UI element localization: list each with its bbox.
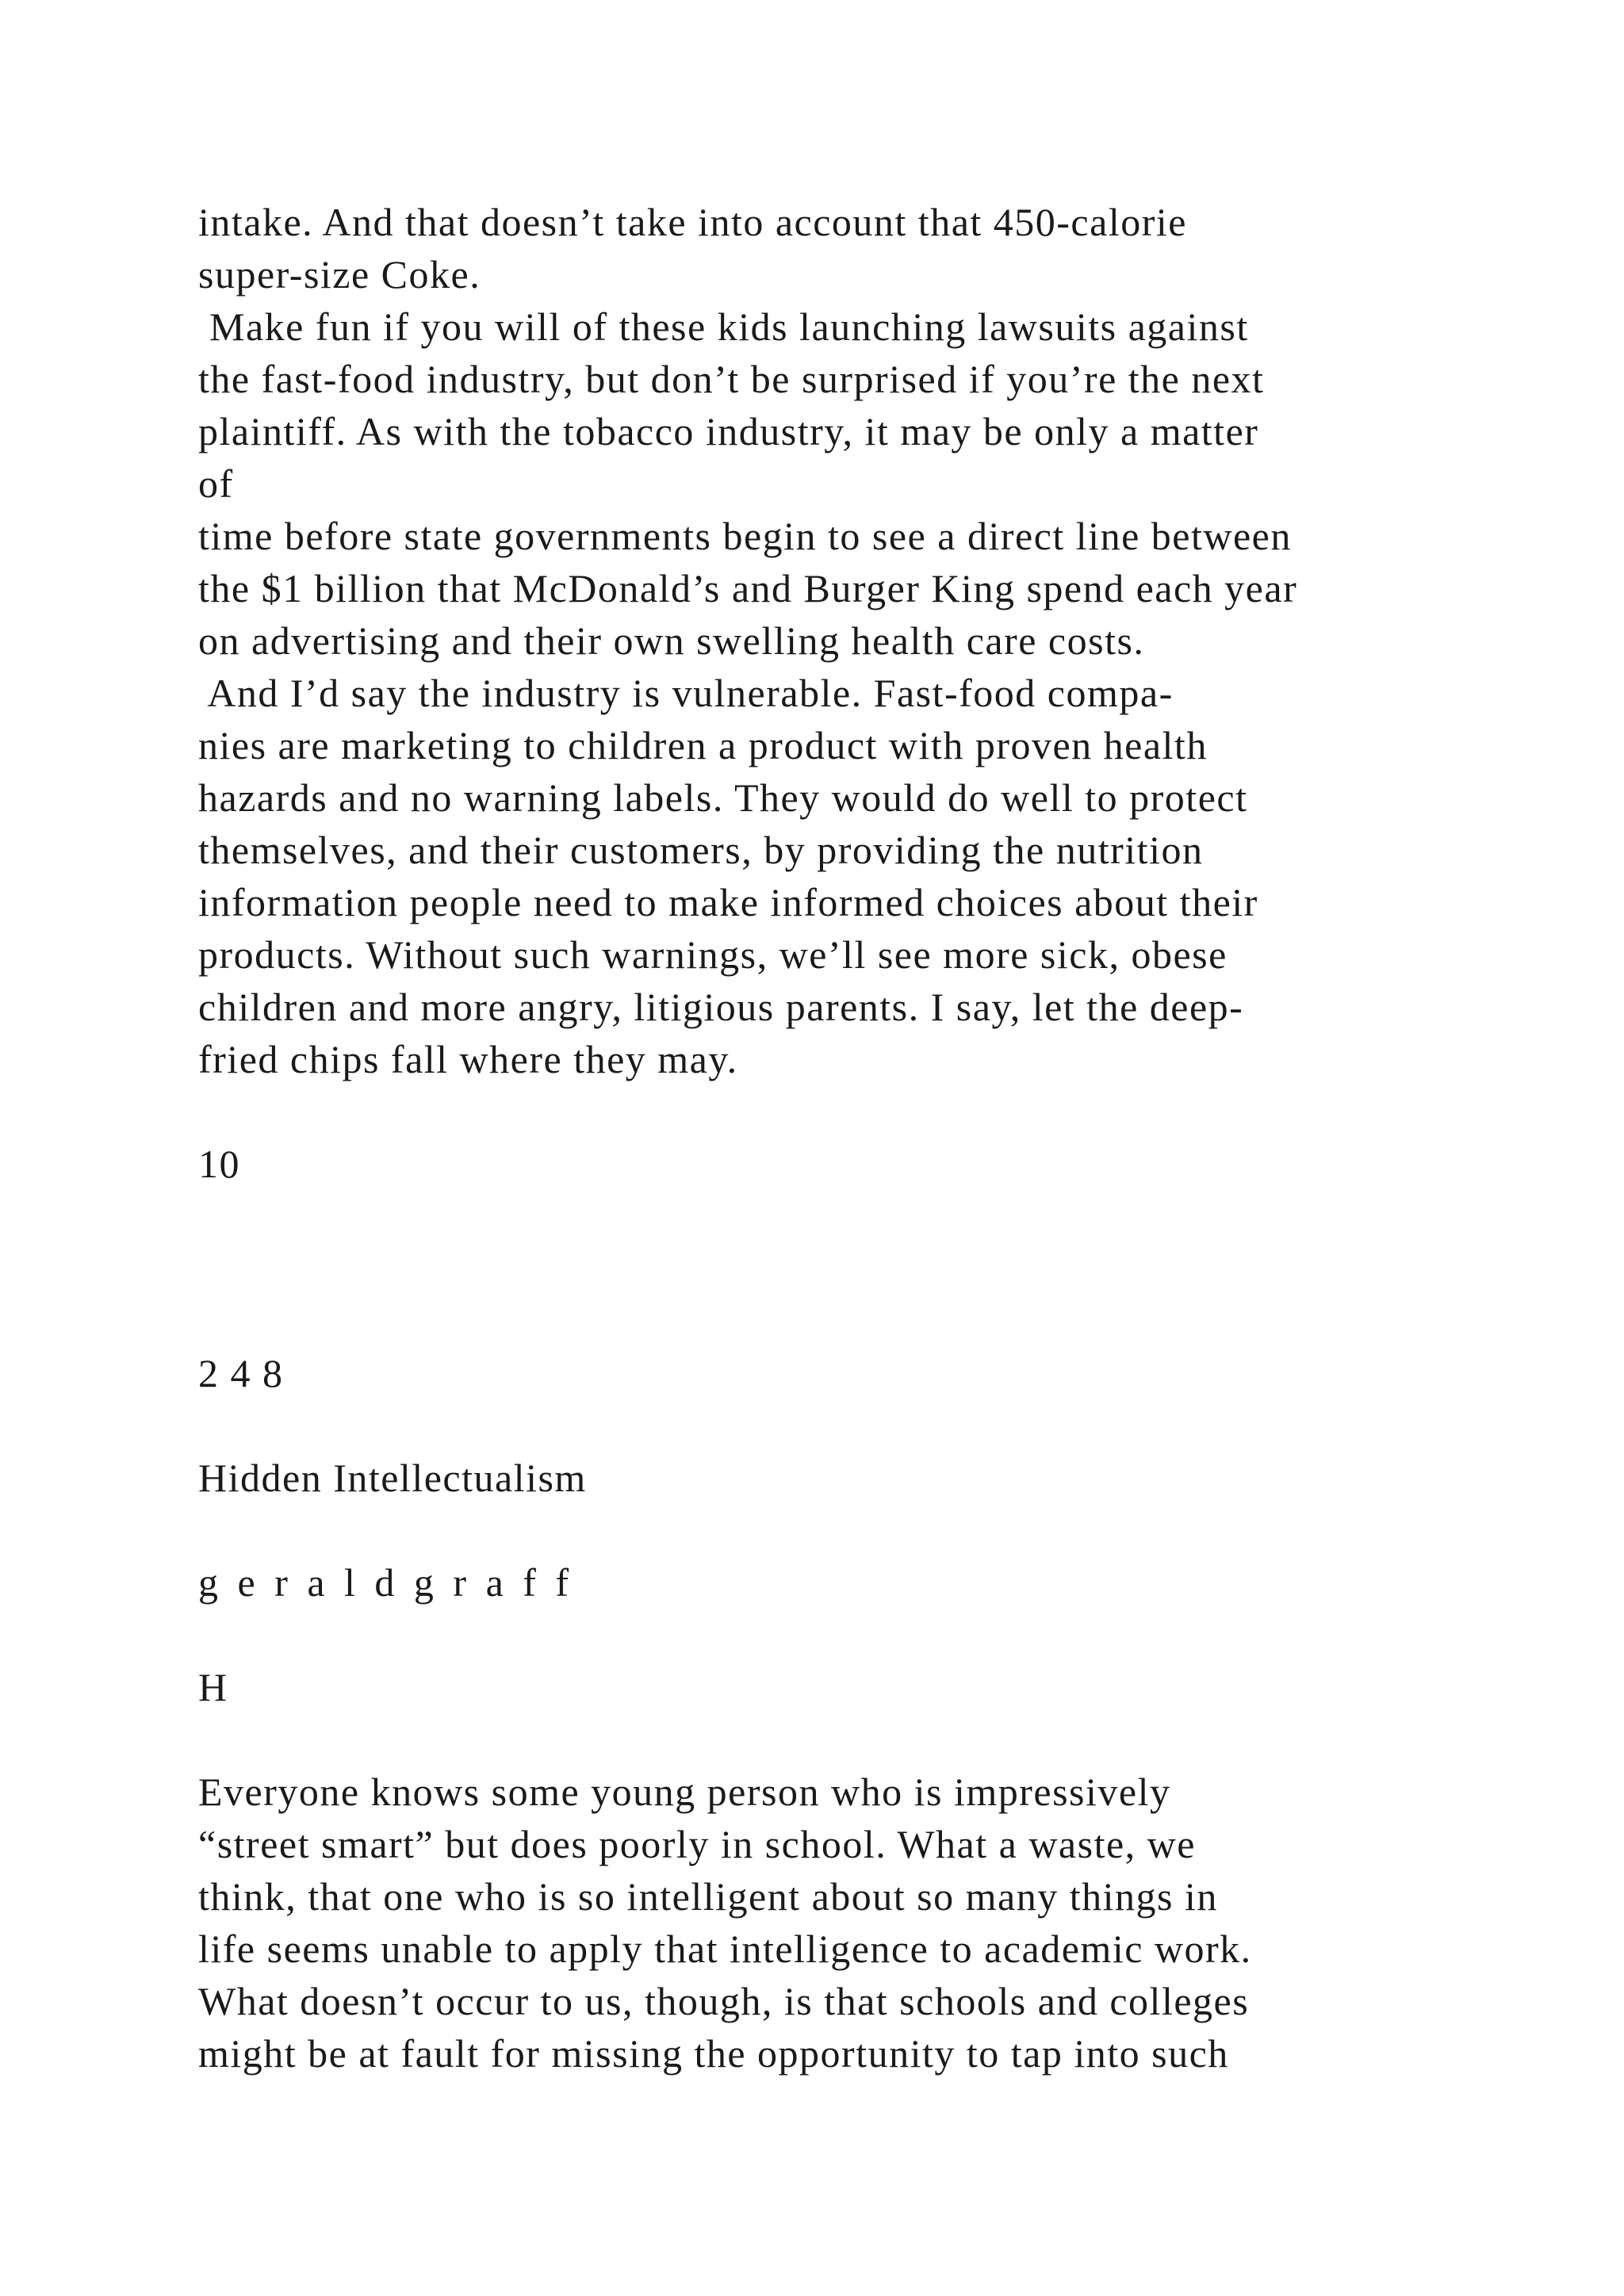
text-line: life seems unable to apply that intelligence to academic work. xyxy=(198,1927,1252,1971)
author-name: g e r a l d g r a f f xyxy=(198,1560,574,1605)
text-line: products. Without such warnings, we’ll see more sick, obese xyxy=(198,932,1228,977)
text-line: And I’d say the industry is vulnerable. Fast-food compa- xyxy=(198,671,1174,715)
text-line: “street smart” but does poorly in school. What a waste, we xyxy=(198,1822,1196,1866)
text-line: plaintiff. As with the tobacco industry, it may be only a matter xyxy=(198,409,1259,453)
text-line: time before state governments begin to see a direct line between xyxy=(198,514,1292,558)
essay-title: Hidden Intellectualism xyxy=(198,1456,587,1500)
text-line: nies are marketing to children a product with proven health xyxy=(198,723,1208,767)
text-line: Make fun if you will of these kids launching lawsuits against xyxy=(198,304,1249,349)
text-line: Everyone knows some young person who is impressively xyxy=(198,1770,1171,1814)
text-line: hazards and no warning labels. They would do well to protect xyxy=(198,775,1248,820)
text-line: fried chips fall where they may. xyxy=(198,1037,738,1081)
text-line: themselves, and their customers, by providing the nutrition xyxy=(198,828,1204,872)
text-line: might be at fault for missing the opportunity to tap into such xyxy=(198,2031,1229,2076)
text-line: of xyxy=(198,461,234,506)
text-line: super-size Coke. xyxy=(198,252,481,297)
page-number: 2 4 8 xyxy=(198,1351,284,1395)
text-line: think, that one who is so intelligent about so many things in xyxy=(198,1874,1218,1919)
text-line: the fast-food industry, but don’t be surprised if you’re the next xyxy=(198,357,1265,401)
paragraph-number: 10 xyxy=(198,1142,240,1186)
text-line: the $1 billion that McDonald’s and Burger King spend each year xyxy=(198,566,1298,610)
text-line: information people need to make informed choices about their xyxy=(198,880,1258,924)
text-line: intake. And that doesn’t take into account that 450-calorie xyxy=(198,200,1187,244)
text-line: on advertising and their own swelling health care costs. xyxy=(198,618,1145,663)
drop-cap-letter: H xyxy=(198,1665,228,1709)
text-line: children and more angry, litigious parents. I say, let the deep- xyxy=(198,985,1244,1029)
text-line: What doesn’t occur to us, though, is that schools and colleges xyxy=(198,1979,1250,2023)
